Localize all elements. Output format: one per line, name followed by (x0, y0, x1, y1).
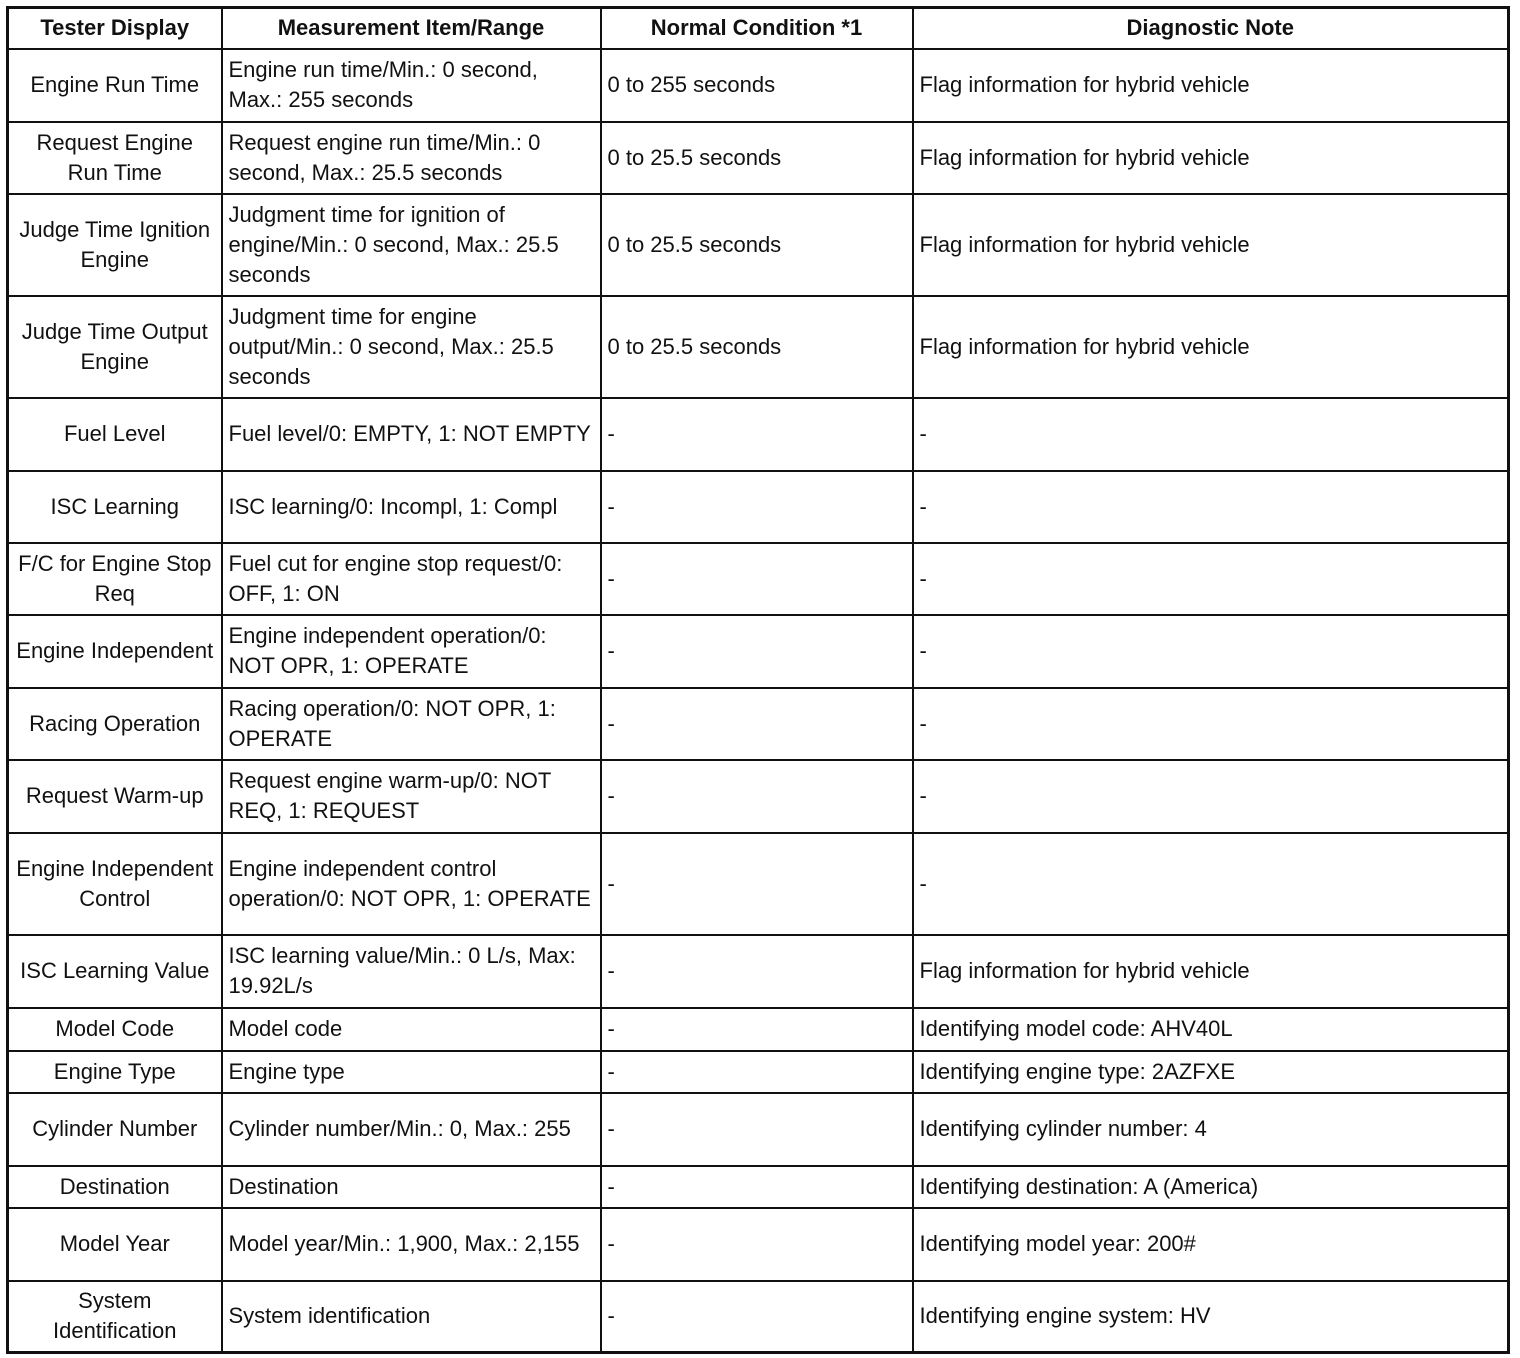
normal-condition-cell: - (601, 1051, 913, 1093)
measurement-item-cell: Engine type (222, 1051, 601, 1093)
normal-condition-cell: - (601, 760, 913, 833)
diagnostic-note-cell: Identifying engine system: HV (913, 1281, 1509, 1353)
measurement-item-cell: Judgment time for ignition of engine/Min.: 0 second, Max.: 25.5 seconds (222, 194, 601, 296)
diagnostic-note-cell: Flag information for hybrid vehicle (913, 935, 1509, 1008)
measurement-item-cell: Fuel cut for engine stop request/0: OFF, 1: ON (222, 543, 601, 615)
normal-condition-cell: - (601, 543, 913, 615)
tester-display-cell: Engine Run Time (8, 49, 222, 122)
table-header-row (8, 8, 1509, 49)
diagnostic-note-cell: - (913, 398, 1509, 471)
table-row (8, 1093, 1509, 1166)
tester-display-cell: ISC Learning Value (8, 935, 222, 1008)
tester-display-cell: Engine Independent (8, 615, 222, 688)
tester-display-cell: Judge Time Ignition Engine (8, 194, 222, 296)
measurement-item-cell: System identification (222, 1281, 601, 1353)
measurement-item-cell: Model code (222, 1008, 601, 1051)
diagnostic-note-cell: - (913, 471, 1509, 543)
header-tester-display: Tester Display (8, 8, 222, 49)
table-row (8, 833, 1509, 935)
diagnostic-note-cell: Flag information for hybrid vehicle (913, 194, 1509, 296)
diagnostic-note-cell: - (913, 543, 1509, 615)
header-measurement-item: Measurement Item/Range (222, 8, 601, 49)
normal-condition-cell: 0 to 25.5 seconds (601, 194, 913, 296)
measurement-item-cell: Cylinder number/Min.: 0, Max.: 255 (222, 1093, 601, 1166)
measurement-item-cell: Destination (222, 1166, 601, 1208)
diagnostic-note-cell: Flag information for hybrid vehicle (913, 122, 1509, 194)
measurement-item-cell: Engine independent operation/0: NOT OPR, 1: OPERATE (222, 615, 601, 688)
tester-display-cell: Request Engine Run Time (8, 122, 222, 194)
normal-condition-cell: - (601, 471, 913, 543)
table-row (8, 194, 1509, 296)
tester-display-cell: Engine Independent Control (8, 833, 222, 935)
diagnostic-note-cell: Flag information for hybrid vehicle (913, 49, 1509, 122)
normal-condition-cell: 0 to 255 seconds (601, 49, 913, 122)
table-row (8, 471, 1509, 543)
diagnostic-note-cell: Flag information for hybrid vehicle (913, 296, 1509, 398)
measurement-item-cell: Racing operation/0: NOT OPR, 1: OPERATE (222, 688, 601, 760)
measurement-item-cell: Model year/Min.: 1,900, Max.: 2,155 (222, 1208, 601, 1281)
diagnostic-note-cell: Identifying model code: AHV40L (913, 1008, 1509, 1051)
normal-condition-cell: 0 to 25.5 seconds (601, 296, 913, 398)
table-row (8, 296, 1509, 398)
table-row (8, 935, 1509, 1008)
tester-display-cell: Request Warm-up (8, 760, 222, 833)
table-row (8, 688, 1509, 760)
tester-display-cell: Judge Time Output Engine (8, 296, 222, 398)
table-row (8, 122, 1509, 194)
normal-condition-cell: - (601, 688, 913, 760)
diagnostic-note-cell: Identifying engine type: 2AZFXE (913, 1051, 1509, 1093)
normal-condition-cell: - (601, 935, 913, 1008)
normal-condition-cell: - (601, 1281, 913, 1353)
measurement-item-cell: ISC learning value/Min.: 0 L/s, Max: 19.92L/s (222, 935, 601, 1008)
normal-condition-cell: - (601, 615, 913, 688)
diagnostic-note-cell: - (913, 615, 1509, 688)
tester-display-cell: Model Year (8, 1208, 222, 1281)
measurement-item-cell: Request engine run time/Min.: 0 second, Max.: 25.5 seconds (222, 122, 601, 194)
data-list-table (6, 6, 1510, 1354)
normal-condition-cell: - (601, 833, 913, 935)
measurement-item-cell: Fuel level/0: EMPTY, 1: NOT EMPTY (222, 398, 601, 471)
table-row (8, 1208, 1509, 1281)
diagnostic-note-cell: Identifying destination: A (America) (913, 1166, 1509, 1208)
diagnostic-note-cell: - (913, 760, 1509, 833)
table-row (8, 615, 1509, 688)
table-row (8, 398, 1509, 471)
measurement-item-cell: Engine run time/Min.: 0 second, Max.: 255 seconds (222, 49, 601, 122)
table-row (8, 1281, 1509, 1353)
table-row (8, 543, 1509, 615)
diagnostic-note-cell: Identifying model year: 200# (913, 1208, 1509, 1281)
measurement-item-cell: Request engine warm-up/0: NOT REQ, 1: REQUEST (222, 760, 601, 833)
table-row (8, 49, 1509, 122)
diagnostic-note-cell: - (913, 688, 1509, 760)
normal-condition-cell: 0 to 25.5 seconds (601, 122, 913, 194)
tester-display-cell: Model Code (8, 1008, 222, 1051)
diagnostic-note-cell: - (913, 833, 1509, 935)
tester-display-cell: ISC Learning (8, 471, 222, 543)
tester-display-cell: System Identification (8, 1281, 222, 1353)
header-diagnostic-note: Diagnostic Note (913, 8, 1509, 49)
table-row (8, 1166, 1509, 1208)
tester-display-cell: Destination (8, 1166, 222, 1208)
measurement-item-cell: ISC learning/0: Incompl, 1: Compl (222, 471, 601, 543)
tester-display-cell: Racing Operation (8, 688, 222, 760)
tester-display-cell: F/C for Engine Stop Req (8, 543, 222, 615)
measurement-item-cell: Judgment time for engine output/Min.: 0 second, Max.: 25.5 seconds (222, 296, 601, 398)
normal-condition-cell: - (601, 1166, 913, 1208)
normal-condition-cell: - (601, 398, 913, 471)
normal-condition-cell: - (601, 1208, 913, 1281)
table-row (8, 1008, 1509, 1051)
table-row (8, 1051, 1509, 1093)
tester-display-cell: Cylinder Number (8, 1093, 222, 1166)
table-row (8, 760, 1509, 833)
measurement-item-cell: Engine independent control operation/0: NOT OPR, 1: OPERATE (222, 833, 601, 935)
tester-display-cell: Engine Type (8, 1051, 222, 1093)
normal-condition-cell: - (601, 1093, 913, 1166)
normal-condition-cell: - (601, 1008, 913, 1051)
diagnostic-note-cell: Identifying cylinder number: 4 (913, 1093, 1509, 1166)
header-normal-condition: Normal Condition *1 (601, 8, 913, 49)
tester-display-cell: Fuel Level (8, 398, 222, 471)
